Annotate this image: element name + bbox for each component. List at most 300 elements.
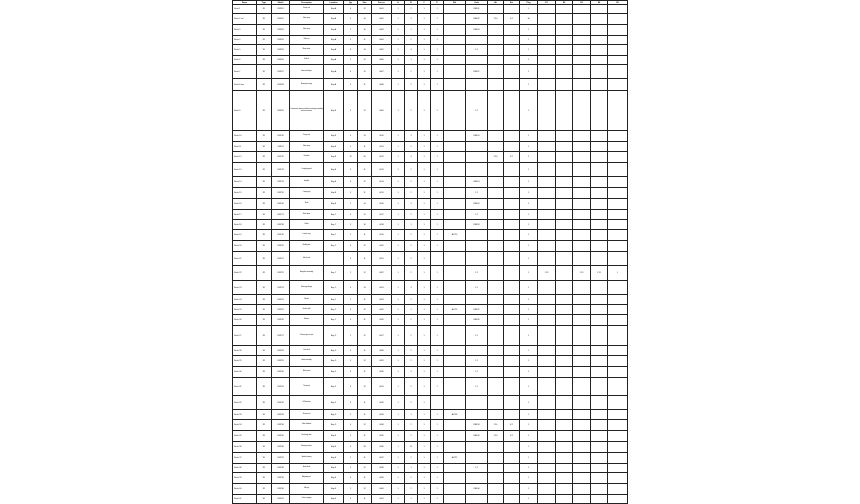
table-cell[interactable] bbox=[504, 281, 520, 295]
table-cell[interactable]: CMP30 bbox=[272, 367, 290, 378]
table-cell[interactable]: 1 bbox=[418, 210, 431, 220]
table-cell[interactable] bbox=[573, 295, 591, 305]
table-cell[interactable] bbox=[466, 241, 488, 252]
table-row[interactable] bbox=[233, 230, 628, 241]
table-cell[interactable]: 1 bbox=[392, 295, 405, 305]
table-cell[interactable]: Filter set bbox=[290, 36, 324, 45]
table-cell[interactable] bbox=[556, 295, 573, 305]
table-cell[interactable]: 3 bbox=[344, 356, 358, 367]
table-cell[interactable]: 11 bbox=[358, 79, 372, 91]
table-cell[interactable]: 1 bbox=[520, 367, 538, 378]
table-cell[interactable] bbox=[538, 281, 556, 295]
table-cell[interactable] bbox=[556, 442, 573, 453]
table-cell[interactable]: CMP16 bbox=[272, 199, 290, 210]
table-cell[interactable]: 0038 bbox=[372, 464, 392, 473]
table-cell[interactable]: 1 bbox=[392, 14, 405, 25]
table-cell[interactable] bbox=[608, 295, 628, 305]
table-cell[interactable] bbox=[538, 220, 556, 230]
table-cell[interactable] bbox=[608, 177, 628, 188]
table-cell[interactable] bbox=[444, 241, 466, 252]
table-cell[interactable]: 1 bbox=[418, 295, 431, 305]
table-cell[interactable] bbox=[538, 188, 556, 199]
table-cell[interactable]: Line shaft bbox=[290, 346, 324, 356]
table-cell[interactable]: Bay D bbox=[324, 396, 344, 410]
table-cell[interactable]: R1 bbox=[257, 367, 272, 378]
table-cell[interactable]: 1 bbox=[392, 252, 405, 266]
table-cell[interactable] bbox=[608, 484, 628, 495]
table-cell[interactable]: 1.2 bbox=[466, 356, 488, 367]
table-cell[interactable]: 0019 bbox=[372, 230, 392, 241]
table-cell[interactable]: 0004 bbox=[372, 36, 392, 45]
table-cell[interactable]: REF10 bbox=[466, 131, 488, 142]
table-cell[interactable] bbox=[444, 5, 466, 14]
table-cell[interactable]: 1 bbox=[392, 266, 405, 281]
table-cell[interactable]: 1 bbox=[418, 367, 431, 378]
table-cell[interactable] bbox=[538, 230, 556, 241]
table-cell[interactable]: 11 bbox=[358, 163, 372, 177]
table-row[interactable] bbox=[233, 315, 628, 326]
table-cell[interactable]: 28 bbox=[358, 442, 372, 453]
table-cell[interactable]: 0036 bbox=[372, 442, 392, 453]
table-row[interactable] bbox=[233, 442, 628, 453]
table-cell[interactable]: 0013 bbox=[372, 163, 392, 177]
table-cell[interactable]: REF02 bbox=[466, 14, 488, 25]
table-cell[interactable]: 2 bbox=[405, 315, 418, 326]
table-cell[interactable]: 12.4 bbox=[488, 431, 504, 442]
table-cell[interactable]: 0017 bbox=[372, 210, 392, 220]
table-cell[interactable]: 1 bbox=[520, 326, 538, 346]
table-cell[interactable]: 12 bbox=[358, 91, 372, 131]
table-cell[interactable]: 12 bbox=[358, 464, 372, 473]
table-cell[interactable]: Bay B bbox=[324, 131, 344, 142]
table-cell[interactable] bbox=[608, 346, 628, 356]
table-cell[interactable] bbox=[444, 252, 466, 266]
table-cell[interactable]: Lantern ring bbox=[290, 230, 324, 241]
table-cell[interactable] bbox=[444, 152, 466, 163]
table-cell[interactable]: 14 bbox=[358, 199, 372, 210]
table-cell[interactable]: REF14 bbox=[466, 177, 488, 188]
table-cell[interactable] bbox=[444, 131, 466, 142]
table-cell[interactable]: CMP33 bbox=[272, 410, 290, 420]
table-cell[interactable]: 2 bbox=[405, 163, 418, 177]
table-cell[interactable]: 1 bbox=[405, 25, 418, 36]
table-cell[interactable] bbox=[591, 420, 608, 431]
table-cell[interactable]: 1 bbox=[418, 14, 431, 25]
table-cell[interactable] bbox=[488, 210, 504, 220]
table-cell[interactable] bbox=[444, 142, 466, 152]
table-cell[interactable]: 1 bbox=[392, 453, 405, 464]
table-cell[interactable]: 1 bbox=[431, 378, 444, 396]
table-cell[interactable] bbox=[444, 378, 466, 396]
table-cell[interactable]: 1 bbox=[392, 315, 405, 326]
table-cell[interactable]: 2 bbox=[405, 346, 418, 356]
table-cell[interactable] bbox=[538, 367, 556, 378]
table-cell[interactable]: 2 bbox=[405, 473, 418, 484]
table-cell[interactable]: 1 bbox=[418, 79, 431, 91]
table-cell[interactable] bbox=[608, 315, 628, 326]
table-cell[interactable]: 1 bbox=[418, 152, 431, 163]
table-cell[interactable]: 2 bbox=[405, 91, 418, 131]
table-cell[interactable] bbox=[466, 230, 488, 241]
table-cell[interactable]: 1 bbox=[520, 410, 538, 420]
table-cell[interactable] bbox=[591, 152, 608, 163]
table-cell[interactable] bbox=[591, 45, 608, 56]
table-cell[interactable]: 1 bbox=[405, 410, 418, 420]
table-cell[interactable] bbox=[591, 295, 608, 305]
table-cell[interactable]: Stack 28 bbox=[233, 346, 257, 356]
table-cell[interactable]: Enclosing tube bbox=[290, 431, 324, 442]
table-cell[interactable] bbox=[488, 346, 504, 356]
table-cell[interactable]: Bay C bbox=[324, 295, 344, 305]
table-cell[interactable] bbox=[444, 484, 466, 495]
table-cell[interactable] bbox=[538, 252, 556, 266]
table-cell[interactable]: Bay B bbox=[324, 199, 344, 210]
table-cell[interactable]: R1 bbox=[257, 25, 272, 36]
table-cell[interactable]: 11 bbox=[358, 188, 372, 199]
table-cell[interactable] bbox=[608, 79, 628, 91]
table-cell[interactable] bbox=[538, 131, 556, 142]
table-cell[interactable]: R1 bbox=[257, 5, 272, 14]
table-cell[interactable]: CMP06 bbox=[272, 56, 290, 65]
table-cell[interactable]: 2 bbox=[405, 420, 418, 431]
table-cell[interactable]: 1 bbox=[418, 65, 431, 79]
table-cell[interactable] bbox=[556, 210, 573, 220]
table-cell[interactable]: Bay B bbox=[324, 163, 344, 177]
table-cell[interactable] bbox=[504, 45, 520, 56]
table-cell[interactable] bbox=[556, 281, 573, 295]
table-cell[interactable] bbox=[591, 442, 608, 453]
table-cell[interactable]: Head shaft bbox=[290, 464, 324, 473]
table-cell[interactable] bbox=[608, 442, 628, 453]
table-cell[interactable]: CMP14 bbox=[272, 177, 290, 188]
table-cell[interactable]: 3 bbox=[405, 367, 418, 378]
table-cell[interactable]: 2 bbox=[405, 356, 418, 367]
table-cell[interactable] bbox=[488, 199, 504, 210]
table-cell[interactable] bbox=[591, 484, 608, 495]
table-cell[interactable]: 4 bbox=[344, 79, 358, 91]
table-cell[interactable] bbox=[591, 252, 608, 266]
table-cell[interactable]: R1 bbox=[257, 281, 272, 295]
table-cell[interactable]: 1 bbox=[392, 431, 405, 442]
table-cell[interactable]: 8.2 bbox=[504, 420, 520, 431]
table-cell[interactable]: 1 bbox=[520, 346, 538, 356]
table-cell[interactable]: 0039 bbox=[372, 473, 392, 484]
table-row[interactable] bbox=[233, 5, 628, 14]
table-cell[interactable] bbox=[504, 410, 520, 420]
table-cell[interactable] bbox=[573, 188, 591, 199]
table-cell[interactable]: 1 bbox=[431, 266, 444, 281]
table-cell[interactable]: 13 bbox=[358, 281, 372, 295]
table-cell[interactable]: 1.2 bbox=[466, 464, 488, 473]
table-cell[interactable]: 1 bbox=[520, 431, 538, 442]
table-cell[interactable]: Bay D bbox=[324, 326, 344, 346]
table-cell[interactable]: Stack 37 bbox=[233, 453, 257, 464]
table-cell[interactable]: R1 bbox=[257, 252, 272, 266]
table-cell[interactable] bbox=[608, 420, 628, 431]
table-cell[interactable]: 1 bbox=[418, 495, 431, 504]
table-cell[interactable]: 1 bbox=[520, 188, 538, 199]
table-cell[interactable]: 4 bbox=[344, 281, 358, 295]
table-cell[interactable] bbox=[504, 220, 520, 230]
table-cell[interactable]: 3 bbox=[344, 163, 358, 177]
table-cell[interactable]: REF40 bbox=[466, 484, 488, 495]
table-cell[interactable] bbox=[591, 326, 608, 346]
table-cell[interactable]: 8.2 bbox=[504, 14, 520, 25]
table-cell[interactable]: 6 bbox=[344, 65, 358, 79]
table-cell[interactable]: CMP41 bbox=[272, 495, 290, 504]
table-cell[interactable]: 1 bbox=[392, 56, 405, 65]
table-cell[interactable]: Bay B bbox=[324, 152, 344, 163]
table-cell[interactable] bbox=[488, 378, 504, 396]
column-header[interactable]: B bbox=[405, 1, 418, 5]
table-cell[interactable] bbox=[488, 5, 504, 14]
table-cell[interactable] bbox=[573, 45, 591, 56]
table-cell[interactable]: 1 bbox=[418, 431, 431, 442]
table-cell[interactable]: Bay D bbox=[324, 367, 344, 378]
table-cell[interactable] bbox=[608, 252, 628, 266]
table-cell[interactable]: 1 bbox=[405, 220, 418, 230]
table-cell[interactable]: Bay A bbox=[324, 36, 344, 45]
table-cell[interactable]: 0018 bbox=[372, 220, 392, 230]
table-cell[interactable]: 4 bbox=[344, 420, 358, 431]
table-cell[interactable] bbox=[608, 210, 628, 220]
table-row[interactable] bbox=[233, 142, 628, 152]
table-cell[interactable]: 1 bbox=[392, 5, 405, 14]
table-cell[interactable] bbox=[504, 56, 520, 65]
table-cell[interactable]: 3 bbox=[344, 36, 358, 45]
table-cell[interactable] bbox=[444, 79, 466, 91]
table-cell[interactable]: Stack 6 bbox=[233, 56, 257, 65]
table-cell[interactable]: Stack 13 bbox=[233, 163, 257, 177]
table-cell[interactable] bbox=[444, 56, 466, 65]
table-cell[interactable] bbox=[488, 396, 504, 410]
table-cell[interactable] bbox=[538, 163, 556, 177]
table-cell[interactable]: 1 bbox=[520, 177, 538, 188]
table-cell[interactable]: Bearing retainer bbox=[290, 442, 324, 453]
table-cell[interactable]: 1 bbox=[520, 5, 538, 14]
table-cell[interactable]: Pump unit bbox=[290, 5, 324, 14]
table-cell[interactable]: 0031 bbox=[372, 378, 392, 396]
table-cell[interactable] bbox=[488, 453, 504, 464]
table-cell[interactable] bbox=[488, 188, 504, 199]
table-cell[interactable] bbox=[591, 36, 608, 45]
table-cell[interactable]: Bay C bbox=[324, 281, 344, 295]
table-cell[interactable] bbox=[556, 36, 573, 45]
table-cell[interactable] bbox=[591, 188, 608, 199]
table-cell[interactable]: 1 bbox=[520, 315, 538, 326]
table-cell[interactable]: 1 bbox=[405, 305, 418, 315]
table-cell[interactable]: Adjusting nut bbox=[290, 473, 324, 484]
table-cell[interactable] bbox=[556, 346, 573, 356]
table-cell[interactable]: Stack 5 bbox=[233, 45, 257, 56]
table-row[interactable] bbox=[233, 473, 628, 484]
table-cell[interactable]: 1 bbox=[392, 305, 405, 315]
table-cell[interactable] bbox=[556, 367, 573, 378]
table-cell[interactable] bbox=[556, 152, 573, 163]
table-cell[interactable]: Bay B bbox=[324, 177, 344, 188]
table-cell[interactable]: 1 bbox=[392, 442, 405, 453]
table-cell[interactable]: Casing ring bbox=[290, 188, 324, 199]
table-cell[interactable] bbox=[591, 378, 608, 396]
table-cell[interactable]: 1 bbox=[431, 356, 444, 367]
table-cell[interactable]: 12 bbox=[358, 378, 372, 396]
table-cell[interactable]: 0025 bbox=[372, 305, 392, 315]
table-cell[interactable]: Column pipe section bbox=[290, 326, 324, 346]
table-cell[interactable]: 4 bbox=[344, 241, 358, 252]
table-cell[interactable]: R1 bbox=[257, 495, 272, 504]
table-row[interactable] bbox=[233, 45, 628, 56]
table-cell[interactable]: 1 bbox=[431, 484, 444, 495]
table-cell[interactable] bbox=[504, 305, 520, 315]
table-cell[interactable]: 1 bbox=[520, 378, 538, 396]
table-row[interactable] bbox=[233, 241, 628, 252]
table-cell[interactable] bbox=[466, 453, 488, 464]
table-cell[interactable] bbox=[573, 420, 591, 431]
table-cell[interactable]: 1 bbox=[392, 378, 405, 396]
table-cell[interactable] bbox=[488, 442, 504, 453]
table-cell[interactable]: 2 bbox=[405, 210, 418, 220]
table-cell[interactable]: CMP17 bbox=[272, 210, 290, 220]
table-cell[interactable]: 1 bbox=[520, 199, 538, 210]
table-cell[interactable]: Bay D bbox=[324, 420, 344, 431]
table-row[interactable] bbox=[233, 367, 628, 378]
table-cell[interactable] bbox=[556, 131, 573, 142]
table-cell[interactable] bbox=[608, 356, 628, 367]
table-cell[interactable]: 2 bbox=[405, 230, 418, 241]
table-cell[interactable]: 1 bbox=[431, 326, 444, 346]
table-cell[interactable]: ALT33 bbox=[444, 410, 466, 420]
table-cell[interactable] bbox=[538, 142, 556, 152]
table-cell[interactable] bbox=[556, 79, 573, 91]
table-cell[interactable]: 1 bbox=[520, 473, 538, 484]
table-cell[interactable]: 1 bbox=[520, 25, 538, 36]
table-cell[interactable] bbox=[538, 378, 556, 396]
table-cell[interactable]: Bay A bbox=[324, 25, 344, 36]
table-cell[interactable] bbox=[573, 281, 591, 295]
table-cell[interactable]: Stack 33 bbox=[233, 410, 257, 420]
table-cell[interactable]: 1 bbox=[520, 36, 538, 45]
table-row[interactable] bbox=[233, 220, 628, 230]
table-cell[interactable]: R1 bbox=[257, 346, 272, 356]
table-cell[interactable]: 1 bbox=[392, 367, 405, 378]
table-cell[interactable]: 1 bbox=[392, 79, 405, 91]
table-cell[interactable] bbox=[488, 252, 504, 266]
table-cell[interactable]: Bay B bbox=[324, 91, 344, 131]
table-cell[interactable] bbox=[573, 378, 591, 396]
table-cell[interactable]: REF35 bbox=[466, 431, 488, 442]
table-cell[interactable]: Stack 3 bbox=[233, 25, 257, 36]
table-cell[interactable]: Stuffing box bbox=[290, 241, 324, 252]
table-cell[interactable] bbox=[608, 163, 628, 177]
table-cell[interactable]: 1 bbox=[520, 295, 538, 305]
table-cell[interactable]: 1 bbox=[431, 5, 444, 14]
table-cell[interactable] bbox=[608, 91, 628, 131]
table-cell[interactable] bbox=[488, 142, 504, 152]
table-cell[interactable]: R1 bbox=[257, 142, 272, 152]
table-cell[interactable]: CMP27 bbox=[272, 326, 290, 346]
table-cell[interactable]: 1 bbox=[431, 431, 444, 442]
table-cell[interactable] bbox=[608, 396, 628, 410]
table-cell[interactable]: 12 bbox=[358, 5, 372, 14]
table-cell[interactable] bbox=[466, 442, 488, 453]
table-cell[interactable]: Stack 17 bbox=[233, 210, 257, 220]
table-cell[interactable]: 1 bbox=[431, 230, 444, 241]
table-cell[interactable]: 1 bbox=[431, 295, 444, 305]
table-cell[interactable]: 1 bbox=[520, 281, 538, 295]
table-cell[interactable] bbox=[573, 220, 591, 230]
table-row[interactable] bbox=[233, 346, 628, 356]
table-cell[interactable] bbox=[556, 241, 573, 252]
table-cell[interactable]: 4 bbox=[344, 315, 358, 326]
table-cell[interactable] bbox=[591, 495, 608, 504]
table-cell[interactable] bbox=[556, 199, 573, 210]
table-row[interactable] bbox=[233, 131, 628, 142]
table-cell[interactable] bbox=[488, 315, 504, 326]
table-cell[interactable]: R1 bbox=[257, 220, 272, 230]
table-cell[interactable]: 1 bbox=[431, 495, 444, 504]
table-cell[interactable]: 1 bbox=[418, 188, 431, 199]
table-cell[interactable]: 0032 bbox=[372, 396, 392, 410]
table-row[interactable] bbox=[233, 453, 628, 464]
table-cell[interactable]: 1 bbox=[431, 65, 444, 79]
table-cell[interactable] bbox=[444, 65, 466, 79]
table-cell[interactable]: 12 bbox=[405, 442, 418, 453]
table-cell[interactable]: 1 bbox=[392, 346, 405, 356]
table-cell[interactable] bbox=[504, 315, 520, 326]
table-cell[interactable]: 0008 bbox=[372, 79, 392, 91]
table-cell[interactable] bbox=[504, 241, 520, 252]
table-cell[interactable]: R1 bbox=[257, 453, 272, 464]
table-cell[interactable] bbox=[504, 163, 520, 177]
table-cell[interactable]: 3 bbox=[344, 91, 358, 131]
table-cell[interactable]: 4 bbox=[344, 131, 358, 142]
table-cell[interactable] bbox=[538, 199, 556, 210]
table-cell[interactable]: 11 bbox=[358, 367, 372, 378]
table-cell[interactable]: R1 bbox=[257, 420, 272, 431]
table-cell[interactable] bbox=[504, 252, 520, 266]
table-cell[interactable]: 2 bbox=[405, 142, 418, 152]
table-cell[interactable]: 1 bbox=[520, 464, 538, 473]
table-cell[interactable] bbox=[573, 36, 591, 45]
column-header[interactable]: Type bbox=[257, 1, 272, 5]
table-row[interactable] bbox=[233, 188, 628, 199]
table-cell[interactable]: 14 bbox=[358, 14, 372, 25]
table-cell[interactable]: 1 bbox=[392, 188, 405, 199]
table-cell[interactable]: 1 bbox=[520, 79, 538, 91]
table-cell[interactable] bbox=[591, 199, 608, 210]
table-cell[interactable]: R1 bbox=[257, 177, 272, 188]
table-row[interactable] bbox=[233, 266, 628, 281]
table-cell[interactable]: Bearing housing bbox=[290, 79, 324, 91]
table-cell[interactable]: 12 bbox=[358, 56, 372, 65]
table-cell[interactable]: 1 bbox=[431, 25, 444, 36]
table-cell[interactable]: R1 bbox=[257, 241, 272, 252]
table-cell[interactable]: Bay D bbox=[324, 356, 344, 367]
table-cell[interactable]: 0005 bbox=[372, 45, 392, 56]
table-cell[interactable]: 1 bbox=[418, 484, 431, 495]
table-cell[interactable] bbox=[488, 464, 504, 473]
column-header[interactable]: E1 bbox=[538, 1, 556, 5]
table-cell[interactable]: 1 bbox=[418, 346, 431, 356]
table-cell[interactable]: 2 bbox=[405, 378, 418, 396]
table-cell[interactable]: 12 bbox=[358, 420, 372, 431]
table-cell[interactable]: 1 bbox=[392, 473, 405, 484]
table-cell[interactable] bbox=[444, 14, 466, 25]
table-cell[interactable] bbox=[591, 142, 608, 152]
table-cell[interactable] bbox=[556, 378, 573, 396]
table-cell[interactable]: 1 bbox=[608, 266, 628, 281]
table-cell[interactable]: 4 bbox=[405, 45, 418, 56]
